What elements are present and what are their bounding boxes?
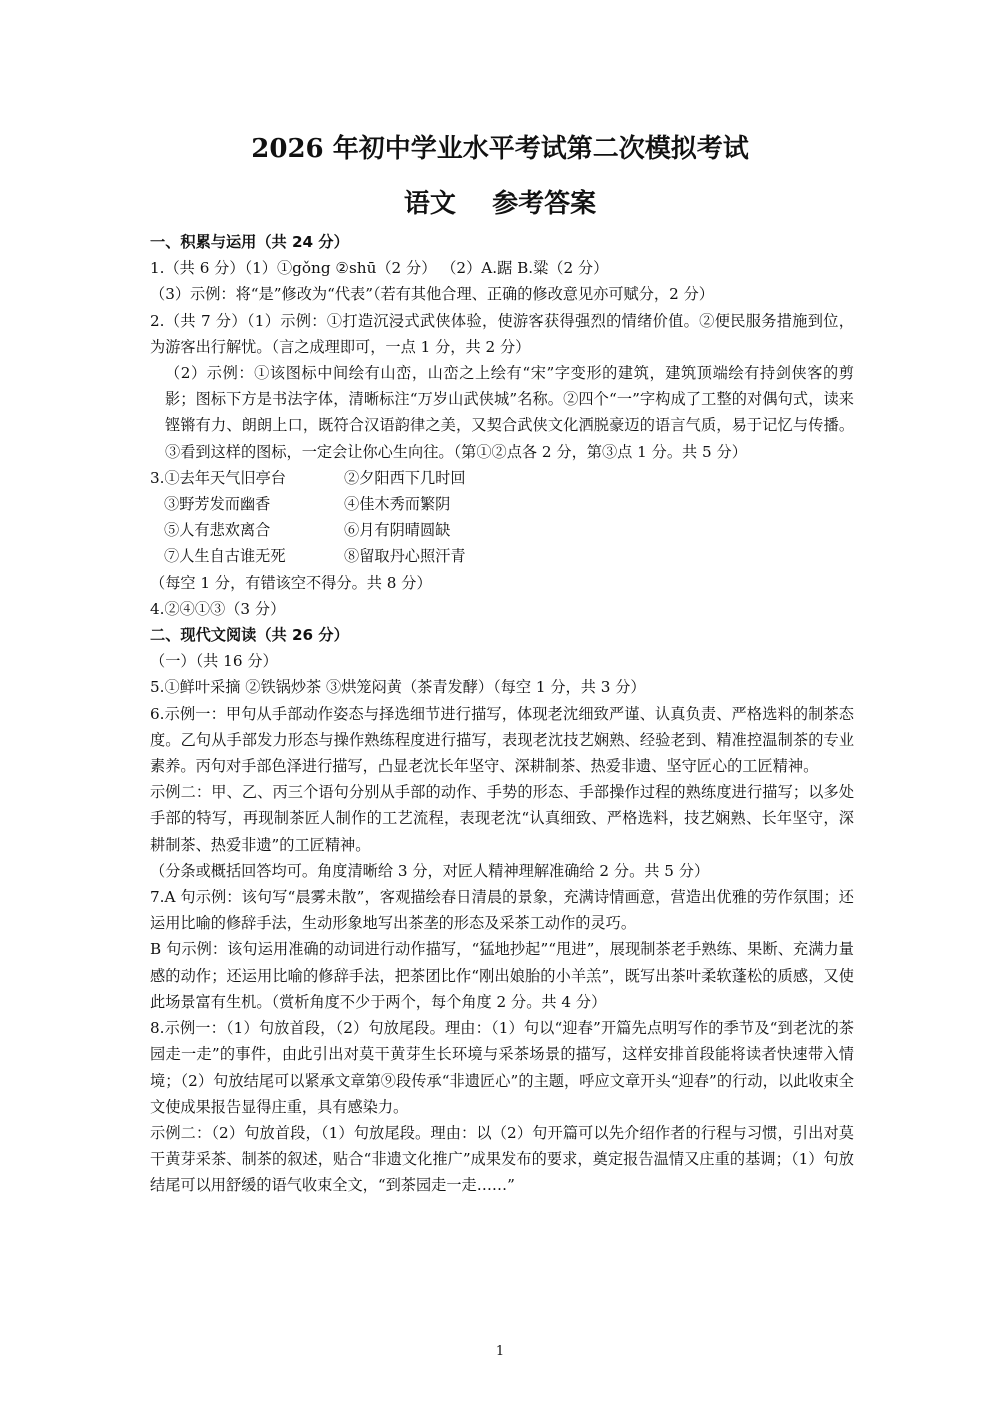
answer-q1-line1: 1.（共 6 分）（1）①gǒng ②shū（2 分） （2）A.踞 B.粱（2 分） (150, 259, 609, 278)
section-heading-accumulation: 一、积累与运用（共 24 分） (150, 233, 349, 251)
answer-q3-row2 (150, 491, 854, 517)
answer-q2-part1: 2.（共 7 分）（1）示例：①打造沉浸式武侠体验，使游客获得强烈的情绪价值。②便民服务措施到位，为游客出行解忧。（言之成理即可，一点 1 分，共 2 分） (150, 311, 854, 356)
answer-q4: 4.②④①③（3 分） (150, 599, 286, 618)
answer-q8-example1: 8.示例一：（1）句放首段，（2）句放尾段。理由：（1）句以“迎春”开篇先点明写作的季节及“到老沈的茶园走一走”的事件，由此引出对莫干黄芽生长环境与采茶场景的描写，这样安排首段能将读者快速带入情境；（2）句放结尾可以紧承文章第⑨段传承“非遗匠心”的主题，呼应文章开头“迎春”的行动，以此收束全文使成果报告显得庄重，具有感染力。 (150, 1019, 854, 1116)
answer-q3-blank6: ⑥月有阴晴圆缺 (344, 521, 451, 540)
answer-q3-blank1: 3.①去年天气旧亭台 (150, 468, 286, 487)
answer-q3-row1 (150, 465, 854, 491)
answer-q3-blank3: ③野芳发而幽香 (164, 495, 271, 514)
answer-q6-example2: 示例二：甲、乙、丙三个语句分别从手部的动作、手势的形态、手部操作过程的熟练度进行描写；以多处手部的特写，再现制茶匠人制作的工艺流程，表现老沈“认真细致、严格选料，技艺娴熟、长年坚守，深耕制茶、热爱非遗”的工匠精神。 (150, 783, 854, 854)
document-title: 2026 年初中学业水平考试第二次模拟考试 (251, 134, 749, 164)
answer-q5: 5.①鲜叶采摘 ②铁锅炒茶 ③烘笼闷黄（茶青发酵）（每空 1 分，共 3 分） (150, 678, 646, 697)
answer-q6-example1: 6.示例一：甲句从手部动作姿态与择选细节进行描写，体现老沈细致严谨、认真负责、严格选料的制茶态度。乙句从手部发力形态与操作熟练程度进行描写，表现老沈技艺娴熟、经验老到、精准控温制茶的专业素养。丙句对手部色泽进行描写，凸显老沈长年坚守、深耕制茶、热爱非遗、坚守匠心的工匠精神。 (150, 704, 854, 776)
answer-body (150, 229, 854, 1199)
answer-q3-scoring: （每空 1 分，有错该空不得分。共 8 分） (150, 573, 432, 592)
answer-q3-row4 (150, 543, 854, 569)
answer-q3-blank2: ②夕阳西下几时回 (344, 468, 466, 487)
answer-q2-part2: （2）示例：①该图标中间绘有山峦，山峦之上绘有“宋”字变形的建筑，建筑顶端绘有持剑侠客的剪影；图标下方是书法字体，清晰标注“万岁山武侠城”名称。②四个“一”字构成了工整的对偶句式，读来铿锵有力、朗朗上口，既符合汉语韵律之美，又契合武侠文化洒脱豪迈的语言气质，易于记忆与传播。③看到这样的图标，一定会让你心生向往。（第①②点各 2 分，第③点 1 分。共 5 分） (165, 364, 854, 461)
subsection-heading-1: （一）（共 16 分） (150, 652, 278, 671)
answer-q8-example2: 示例二：（2）句放首段，（1）句放尾段。理由：以（2）句开篇可以先介绍作者的行程与习惯，引出对莫干黄芽采茶、制茶的叙述，贴合“非遗文化推广”成果发布的要求，奠定报告温情又庄重的基调；（1）句放结尾可以用舒缓的语气收束全文，“到茶园走一走……” (150, 1123, 854, 1195)
answer-q3-blank7: ⑦人生自古谁无死 (164, 547, 286, 566)
page-number: 1 (495, 1344, 505, 1359)
answer-q6-scoring: （分条或概括回答均可。角度清晰给 3 分，对匠人精神理解准确给 2 分。共 5 分） (150, 861, 710, 880)
answer-q3-blank4: ④佳木秀而繁阴 (344, 495, 451, 514)
answer-q3-blank8: ⑧留取丹心照汗青 (344, 547, 466, 566)
answer-q3-blank5: ⑤人有悲欢离合 (164, 521, 271, 540)
answer-q3-row3 (150, 517, 854, 543)
answer-q7-a: 7.A 句示例：该句写“晨雾未散”，客观描绘春日清晨的景象，充满诗情画意，营造出优雅的劳作氛围；还运用比喻的修辞手法，生动形象地写出茶垄的形态及采茶工动作的灵巧。 (150, 888, 854, 933)
answer-q1-line2: （3）示例：将“是”修改为“代表”（若有其他合理、正确的修改意见亦可赋分，2 分） (150, 285, 714, 304)
section-heading-modern-reading: 二、现代文阅读（共 26 分） (150, 626, 349, 645)
document-subtitle: 语文 参考答案 (403, 189, 597, 219)
answer-q7-b: B 句示例：该句运用准确的动词进行动作描写，“猛地抄起”“甩进”，展现制茶老手熟练、果断、充满力量感的动作；还运用比喻的修辞手法，把茶团比作“刚出娘胎的小羊羔”，既写出茶叶柔软蓬松的质感，又使此场景富有生机。（赏析角度不少于两个，每个角度 2 分。共 4 分） (150, 940, 854, 1011)
